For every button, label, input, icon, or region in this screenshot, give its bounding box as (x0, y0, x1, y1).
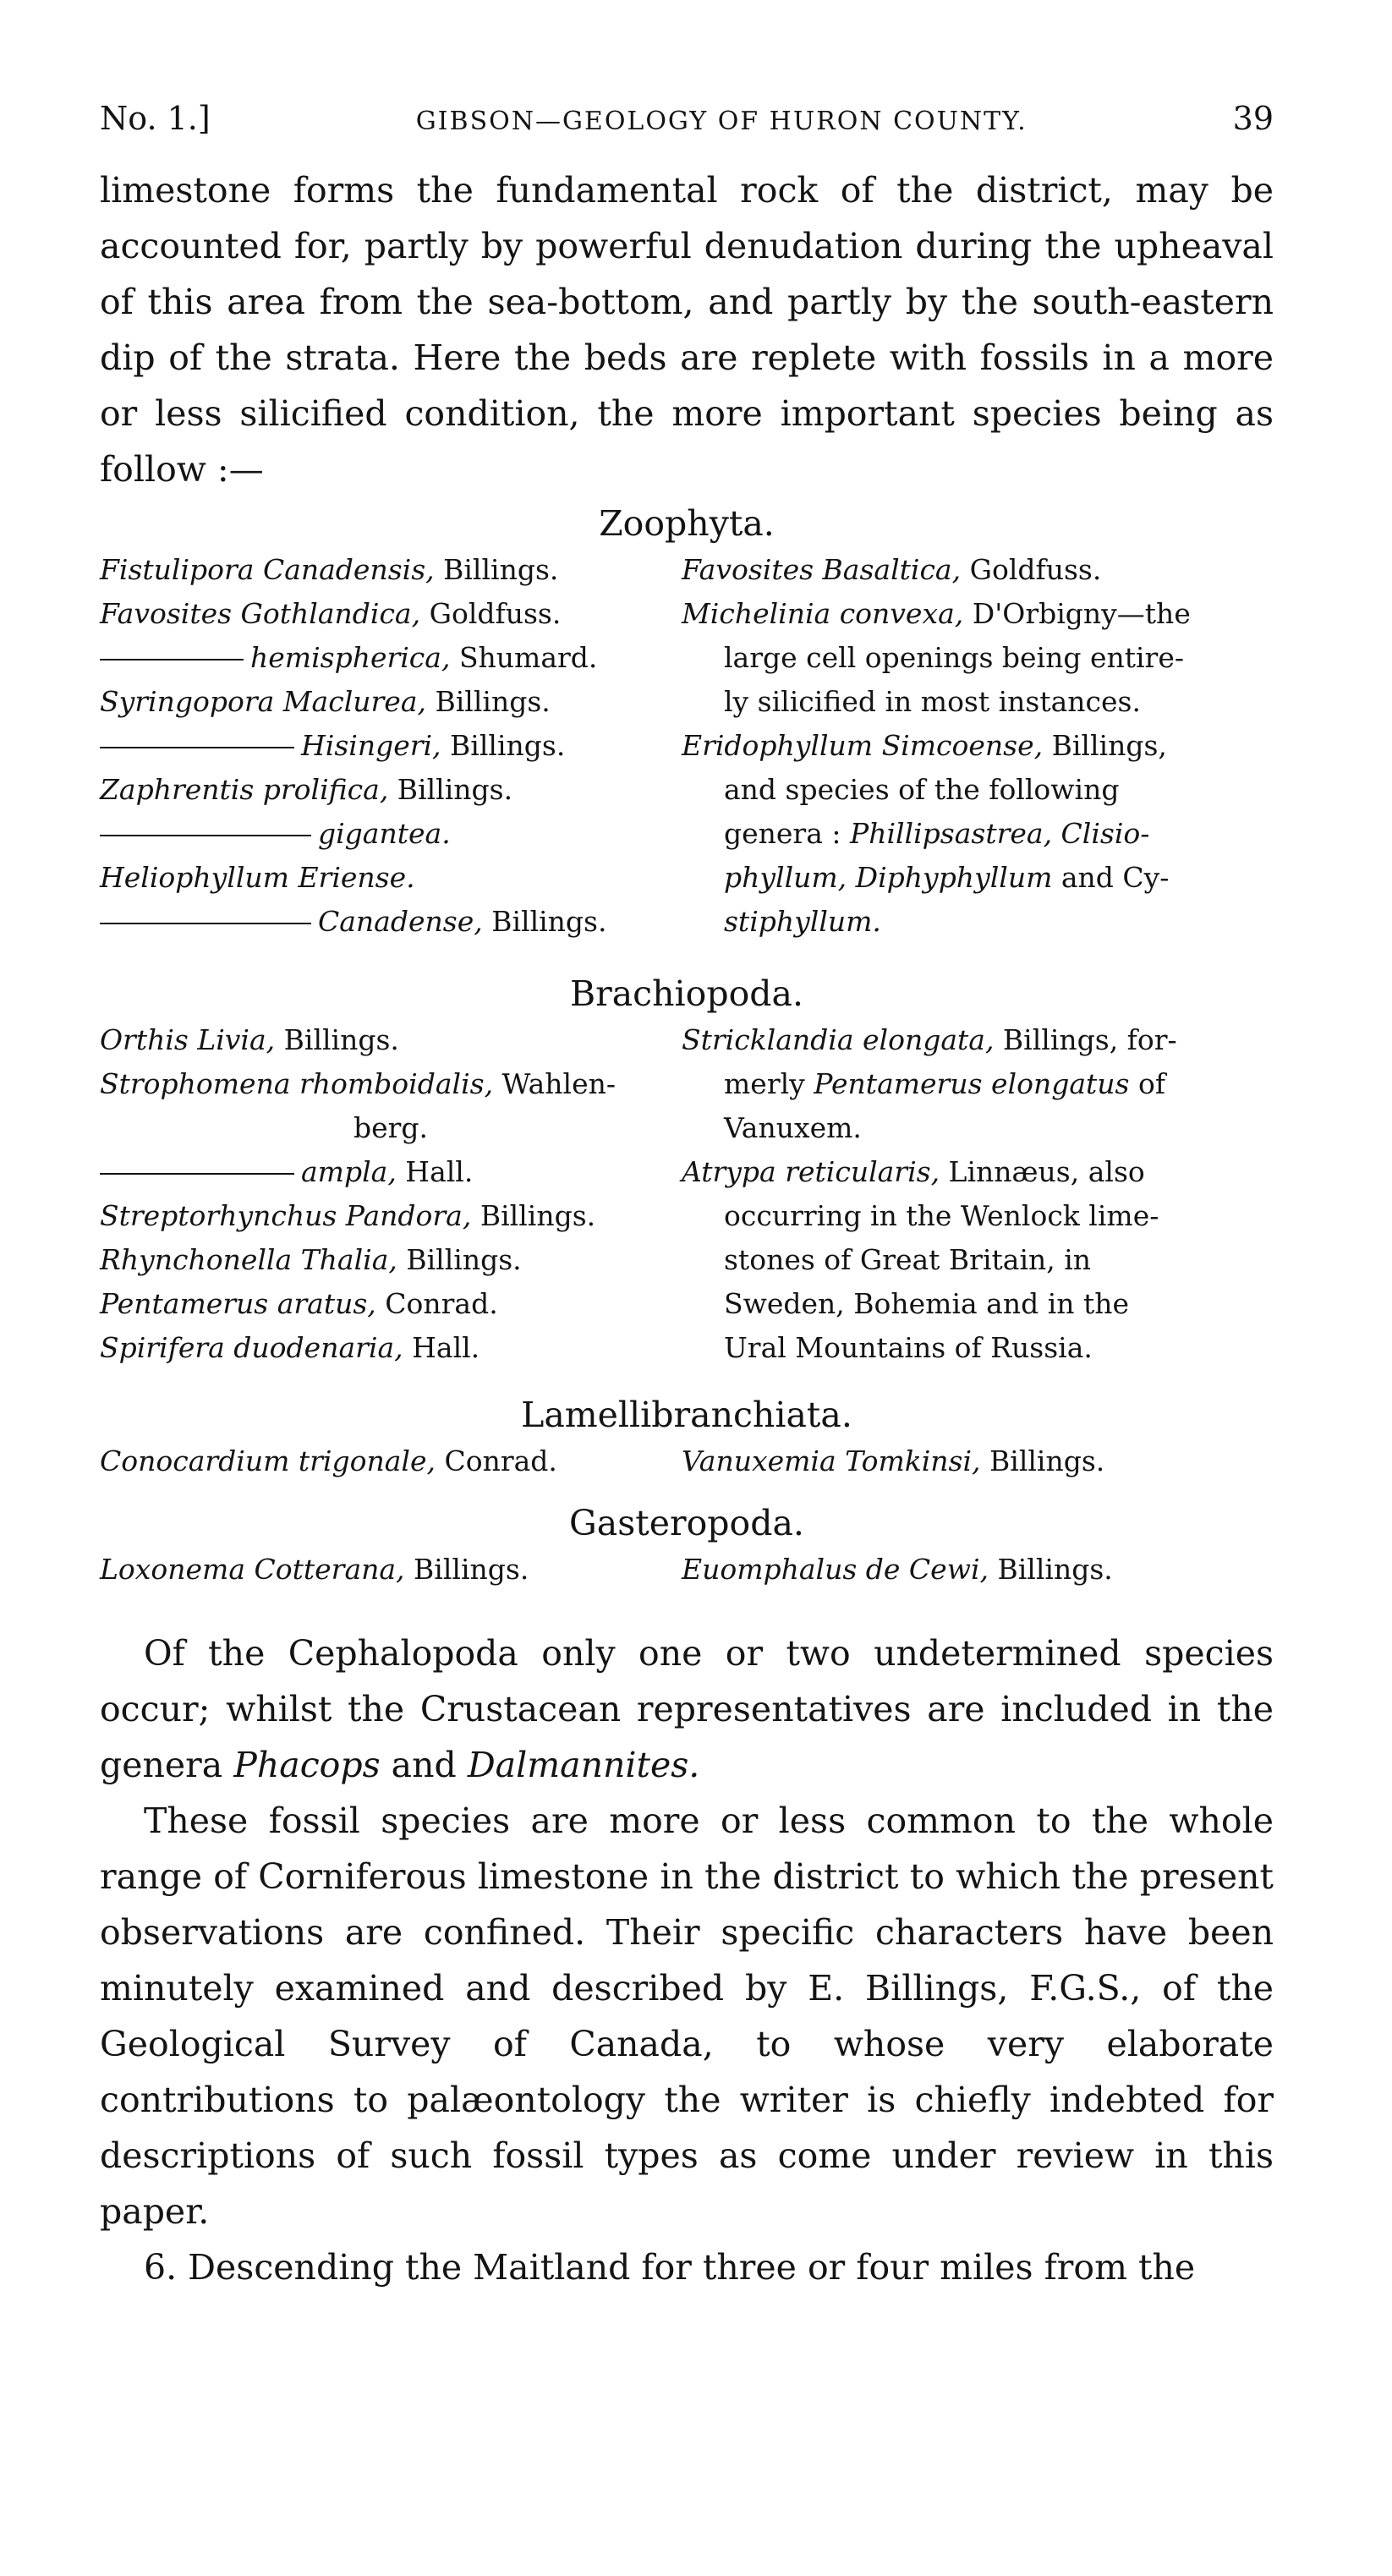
species-entry: Heliophyllum Eriense. (100, 861, 415, 894)
species-entry: Vanuxemia Tomkinsi, Billings. (682, 1444, 1105, 1477)
species-note: stiphyllum. (724, 905, 881, 938)
zoophyta-right-column (682, 548, 1274, 944)
species-entry: Orthis Livia, Billings. (100, 1023, 399, 1056)
species-entry: gigantea. (100, 812, 675, 856)
species-entry: Michelinia convexa, D'Orbigny—the (682, 597, 1191, 630)
brachiopoda-right-column (682, 1018, 1274, 1370)
gasteropoda-list (100, 1548, 1274, 1592)
species-entry: Pentamerus aratus, Conrad. (100, 1287, 498, 1320)
page-number: 39 (1232, 100, 1274, 137)
intro-paragraph: limestone forms the fundamental rock of the district, may be accounted for, partly by powerful denudation during the upheaval of this area from the sea-bottom, and partly by the south-eastern dip of the strata. Here the beds are replete with fossils in a more or less silicified condition, the more important species being as follow :— (100, 170, 1274, 490)
gasteropoda-heading: Gasteropoda. (569, 1503, 804, 1543)
section-6-paragraph: 6. Descending the Maitland for three or four miles from the (144, 2247, 1196, 2288)
species-entry: Conocardium trigonale, Conrad. (100, 1444, 557, 1477)
species-entry: Favosites Basaltica, Goldfuss. (682, 553, 1102, 586)
species-note: and species of the following (724, 773, 1120, 806)
running-title: GIBSON—GEOLOGY OF HURON COUNTY. (415, 107, 1028, 136)
species-note: ly silicified in most instances. (724, 685, 1141, 718)
lamellibranchiata-heading: Lamellibranchiata. (521, 1395, 852, 1435)
species-entry: Zaphrentis prolifica, Billings. (100, 773, 513, 806)
species-entry: Atrypa reticularis, Linnæus, also (682, 1155, 1145, 1188)
issue-number: No. 1.] (100, 100, 211, 137)
species-entry: ampla, Hall. (100, 1150, 675, 1194)
species-entry: Fistulipora Canadensis, Billings. (100, 553, 559, 586)
species-note: merly Pentamerus elongatus of (724, 1067, 1166, 1100)
zoophyta-list (100, 548, 1274, 944)
lamellibranchiata-list (100, 1439, 1274, 1483)
zoophyta-heading: Zoophyta. (599, 503, 775, 544)
fossil-species-paragraph: These fossil species are more or less common to the whole range of Corniferous limestone in the district to which the present observations are confined. Their specific characters have been minutely examined and described by E. Billings, F.G.S., of the Geological Survey of Canada, to whose very elaborate contributions to palæontology the writer is chiefly indebted for descriptions of such fossil types as come under review in this paper. (100, 1800, 1274, 2232)
species-entry: Streptorhynchus Pandora, Billings. (100, 1199, 596, 1232)
brachiopoda-left-column (100, 1018, 675, 1370)
species-entry: Stricklandia elongata, Billings, for- (682, 1023, 1177, 1056)
zoophyta-left-column (100, 548, 675, 944)
species-entry: Loxonema Cotterana, Billings. (100, 1553, 529, 1586)
species-entry: Canadense, Billings. (100, 900, 675, 944)
species-note: large cell openings being entire- (724, 641, 1185, 674)
brachiopoda-list (100, 1018, 1274, 1370)
species-note: Sweden, Bohemia and in the (724, 1287, 1130, 1320)
species-entry: Eridophyllum Simcoense, Billings, (682, 729, 1167, 762)
species-note: Vanuxem. (724, 1111, 862, 1144)
species-note: phyllum, Diphyphyllum and Cy- (724, 861, 1170, 894)
species-entry: Rhynchonella Thalia, Billings. (100, 1243, 522, 1276)
cephalopoda-paragraph: Of the Cephalopoda only one or two undetermined species occur; whilst the Crustacean representatives are included in the genera Phacops and Dalmannites. (100, 1633, 1274, 1785)
species-entry: Favosites Gothlandica, Goldfuss. (100, 597, 562, 630)
brachiopoda-heading: Brachiopoda. (570, 973, 803, 1014)
running-head (100, 100, 1274, 162)
species-note: stones of Great Britain, in (724, 1243, 1092, 1276)
species-note: genera : Phillipsastrea, Clisio- (724, 817, 1150, 850)
species-entry: Euomphalus de Cewi, Billings. (682, 1553, 1113, 1586)
species-entry: Hisingeri, Billings. (100, 724, 675, 768)
species-note: Ural Mountains of Russia. (724, 1331, 1093, 1364)
species-entry: Spirifera duodenaria, Hall. (100, 1331, 480, 1364)
species-entry: Syringopora Maclurea, Billings. (100, 685, 551, 718)
species-entry: Strophomena rhomboidalis, Wahlen- (100, 1067, 617, 1100)
species-note: occurring in the Wenlock lime- (724, 1199, 1159, 1232)
species-entry: hemispherica, Shumard. (100, 636, 675, 680)
species-entry-continuation: berg. (353, 1111, 429, 1144)
